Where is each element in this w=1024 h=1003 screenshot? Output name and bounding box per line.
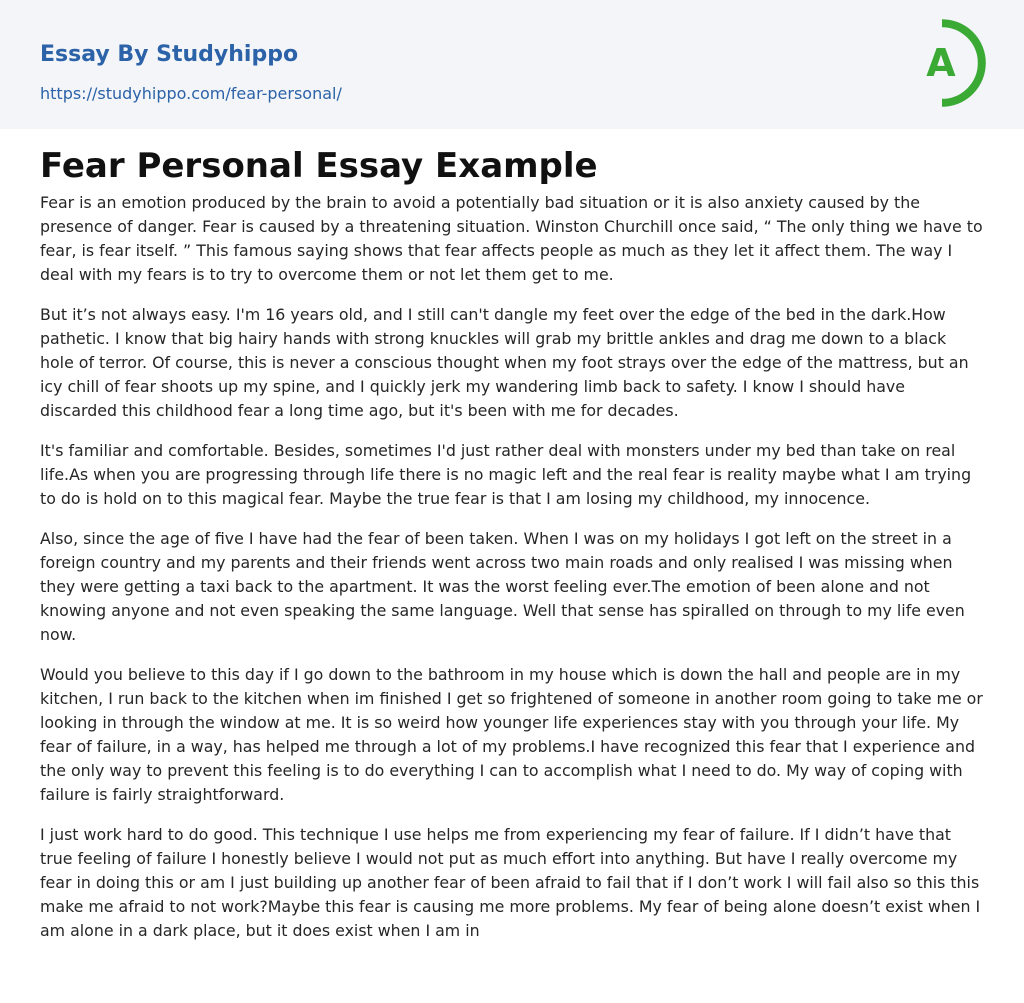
site-header (0, 0, 1024, 129)
page-title: Fear Personal Essay Example (40, 146, 598, 186)
essay-content (0, 129, 1024, 943)
essay-paragraph: Would you believe to this day if I go down to the bathroom in my house which is down the hall and people are in my kitchen, I run back to the kitchen when im finished I get so frightened of someone in another room going to take me or looking in through the window at me. It is so weird how younger life experiences stay with you through your life. My fear of failure, in a way, has helped me through a lot of my problems.I have recognized this fear that I experience and the only way to prevent this feeling is to do everything I can to accomplish what I need to do. My way of coping with failure is fairly straightforward. (40, 665, 983, 804)
essay-paragraph: It's familiar and comfortable. Besides, sometimes I'd just rather deal with monsters under my bed than take on real life.As when you are progressing through life there is no magic left and the real fear is reality maybe what I am trying to do is hold on to this magical fear. Maybe the true fear is that I am losing my childhood, my innocence. (40, 441, 972, 508)
essay-paragraph: Fear is an emotion produced by the brain to avoid a potentially bad situation or it is also anxiety caused by the presence of danger. Fear is caused by a threatening situation. Winston Churchill once said, “ The only thing we have to fear, is fear itself. ” This famous saying shows that fear affects people as much as they let it affect them. The way I deal with my fears is to try to overcome them or not let them get to me. (40, 193, 983, 284)
essay-url-link[interactable]: https://studyhippo.com/fear-personal/ (40, 84, 342, 103)
essay-paragraph: But it’s not always easy. I'm 16 years old, and I still can't dangle my feet over the edge of the bed in the dark.How pathetic. I know that big hairy hands with strong knuckles will grab my brittle ankles and drag me down to a black hole of terror. Of course, this is never a conscious thought when my foot strays over the edge of the mattress, but an icy chill of fear shoots up my spine, and I quickly jerk my wandering limb back to safety. I know I should have discarded this childhood fear a long time ago, but it's been with me for decades. (40, 305, 969, 420)
essay-paragraph: I just work hard to do good. This technique I use helps me from experiencing my fear of failure. If I didn’t have that true feeling of failure I honestly believe I would not put as much effort into anything. But have I really overcome my fear in doing this or am I just building up another fear of been afraid to fail that if I don’t work I will fail also so this this make me afraid to not work?Maybe this fear is causing me more problems. My fear of being alone doesn’t exist when I am alone in a dark place, but it does exist when I am in (40, 825, 981, 940)
essay-paragraph: Also, since the age of five I have had the fear of been taken. When I was on my holidays I got left on the street in a foreign country and my parents and their friends went across two main roads and only realised I was missing when they were getting a taxi back to the apartment. It was the worst feeling ever.The emotion of been alone and not knowing anyone and not even speaking the same language. Well that sense has spiralled on through to my life even now. (40, 529, 965, 644)
studyhippo-logo-icon[interactable] (914, 19, 986, 107)
logo-letter: A (926, 41, 956, 85)
brand-title[interactable]: Essay By Studyhippo (40, 42, 299, 67)
